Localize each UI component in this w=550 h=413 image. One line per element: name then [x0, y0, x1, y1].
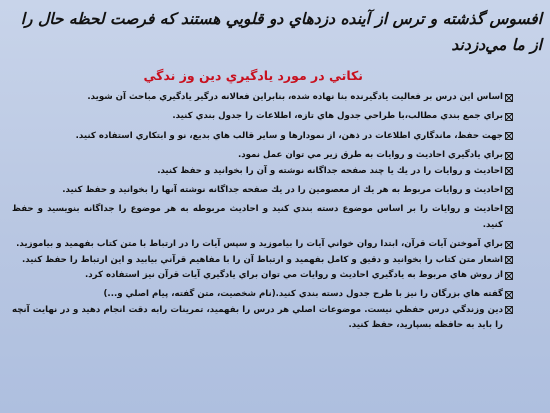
- list-item: احاديث و روايات مربوط به هر يك از معصومين را در يك صفحه جداگانه نوشته آنها را بخوانيد و حفظ كنيد.: [12, 183, 514, 198]
- list-item: براي يادگيري احاديث و روايات به طرق زير مي توان عمل نمود.: [12, 148, 514, 163]
- list-item: براي جمع بندي مطالب،با طراحي جدول هاي تازه، اطلاعات را جدول بندي كنيد.: [12, 109, 514, 124]
- list-item: احاديث و روايات را در يك يا چند صفحه جداگانه نوشته و آن را بخوانيد و حفظ كنيد.: [12, 164, 514, 179]
- list-item: جهت حفظ، ماندگاري اطلاعات در ذهن، از نمودارها و ساير قالب هاي بديع، نو و ابتكاري استفاده كنيد.: [12, 129, 514, 144]
- slide-title: افسوس گذشته و ترس از آينده دزدهاي دو قلويي هستند كه فرصت لحظه حال را از ما مي‌دزدند: [20, 9, 542, 54]
- list-item: براي آموختن آيات قرآن، ابتدا روان خواني آيات را بياموزيد و سپس آيات را در ارتباط با متن كتاب بفهميد و بياموزيد.: [12, 237, 514, 252]
- list-item: از روش هاي مربوط به يادگيري احاديث و روايات مي توان براي يادگيري آيات قرآن نيز استفاده كرد.: [12, 268, 514, 283]
- bullet-list: [12, 90, 514, 390]
- list-item: گفته هاي بزرگان را نيز با طرح جدول دسته بندي كنيد.(نام شخصيت، متن گفته، پيام اصلي و...): [12, 287, 514, 302]
- list-item: اشعار متن كتاب را بخوانيد و دقيق و كامل بفهميد و ارتباط آن را با مفاهيم قرآني بيابيد و اين ارتباط را حفظ كنيد.: [12, 253, 514, 268]
- slide-subtitle: نكاتي در مورد يادگيري دين وز ندگي: [143, 68, 363, 83]
- list-item: دين وزندگي درس حفظي نيست. موضوعات اصلي هر درس را بفهميد، تمرينات رابه دقت انجام دهيد و در نهايت آنچه را بايد به حافظه بسپاريد، حفظ كنيد.: [12, 303, 514, 334]
- list-item: اساس اين درس بر فعاليت يادگيرنده بنا نهاده شده، بنابراين فعالانه درگير يادگيري مباحث آن شويد.: [12, 90, 514, 105]
- list-item: احاديث و روايات را بر اساس موضوع دسته بندي كنيد و احاديث مربوطه به هر موضوع را جداگانه بنويسيد و حفظ كنيد.: [12, 202, 514, 233]
